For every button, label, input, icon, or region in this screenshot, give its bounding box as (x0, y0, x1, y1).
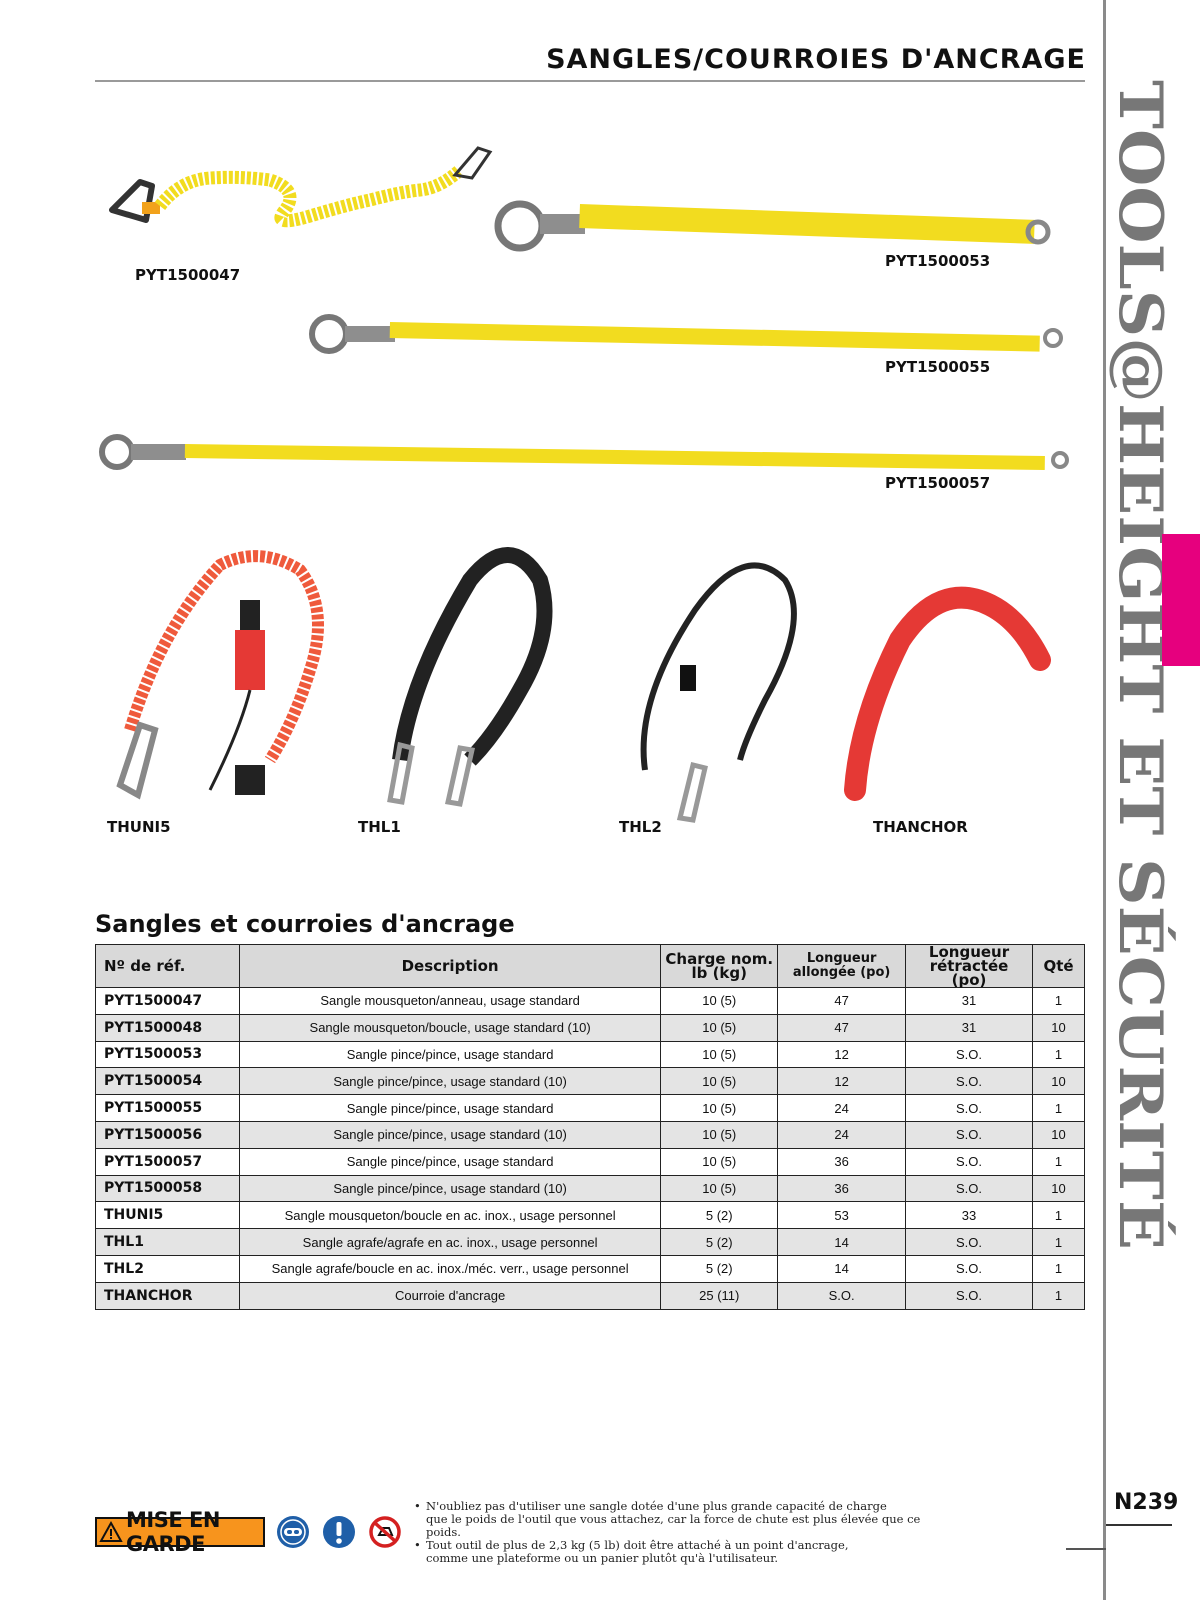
cell-description: Sangle pince/pince, usage standard (10) (239, 1121, 660, 1148)
cell-retractee: S.O. (906, 1282, 1033, 1309)
header-charge: Charge nom. lb (kg) (661, 945, 778, 988)
goggles-icon (276, 1515, 310, 1549)
table-row (96, 1255, 1085, 1282)
cell-qte: 10 (1032, 1014, 1084, 1041)
safety-notes (414, 1500, 934, 1565)
cell-description: Sangle pince/pince, usage standard (239, 1148, 660, 1175)
cell-retractee: 31 (906, 1014, 1033, 1041)
safety-note-2-line1: Tout outil de plus de 2,3 kg (5 lb) doit être attaché à un point d'ancrage, (426, 1538, 849, 1552)
cell-allongee: 47 (778, 1014, 906, 1041)
header-longueur-allongee: Longueur allongée (po) (778, 945, 906, 988)
table-row (96, 1282, 1085, 1309)
cell-description: Sangle agrafe/boucle en ac. inox./méc. verr., usage personnel (239, 1255, 660, 1282)
vertical-section-title-text: TOOLS@HEIGHT ET SÉCURITÉ (1105, 80, 1175, 1148)
cell-description: Sangle pince/pince, usage standard (239, 1041, 660, 1068)
cell-retractee: S.O. (906, 1041, 1033, 1068)
cell-qte: 10 (1032, 1068, 1084, 1095)
product-image-thl1 (370, 540, 570, 810)
cell-qte: 1 (1032, 1255, 1084, 1282)
cell-ref: PYT1500056 (96, 1121, 240, 1148)
cell-ref: THANCHOR (96, 1282, 240, 1309)
product-image-thl2 (625, 550, 825, 820)
product-label-thuni5: THUNI5 (107, 818, 171, 836)
cell-retractee: 33 (906, 1202, 1033, 1229)
header-divider (95, 80, 1085, 82)
cell-retractee: S.O. (906, 1175, 1033, 1202)
safety-note-1-line1: N'oubliez pas d'utiliser une sangle dotée d'une plus grande capacité de charge (426, 1499, 887, 1513)
cell-qte: 1 (1032, 1041, 1084, 1068)
cell-allongee: 24 (778, 1121, 906, 1148)
cell-ref: THL2 (96, 1255, 240, 1282)
product-image-pyt1500055 (305, 308, 1075, 358)
product-label-thanchor: THANCHOR (873, 818, 968, 836)
table-title: Sangles et courroies d'ancrage (95, 910, 515, 938)
table-row (96, 1202, 1085, 1229)
table-row (96, 1014, 1085, 1041)
cell-allongee: 12 (778, 1068, 906, 1095)
cell-retractee: S.O. (906, 1148, 1033, 1175)
cell-retractee: S.O. (906, 1229, 1033, 1256)
page-number-rule (1106, 1524, 1172, 1526)
cell-charge: 5 (2) (661, 1255, 778, 1282)
cell-ref: PYT1500047 (96, 988, 240, 1015)
cell-charge: 10 (5) (661, 1041, 778, 1068)
product-image-pyt1500057 (95, 430, 1080, 475)
cell-charge: 10 (5) (661, 1175, 778, 1202)
product-label-pyt1500057: PYT1500057 (885, 474, 991, 492)
cell-description: Sangle pince/pince, usage standard (10) (239, 1068, 660, 1095)
cell-allongee: 14 (778, 1255, 906, 1282)
safety-note-2 (414, 1539, 934, 1565)
cell-qte: 1 (1032, 988, 1084, 1015)
warning-label: MISE EN GARDE (126, 1508, 220, 1556)
table-row (96, 1041, 1085, 1068)
section-color-tab (1162, 534, 1200, 666)
page-title: SANGLES/COURROIES D'ANCRAGE (546, 44, 1086, 75)
cell-description: Sangle pince/pince, usage standard (239, 1095, 660, 1122)
header-ref: Nº de réf. (96, 945, 240, 988)
cell-qte: 10 (1032, 1175, 1084, 1202)
cell-charge: 25 (11) (661, 1282, 778, 1309)
exclamation-icon (322, 1515, 356, 1549)
cell-allongee: 24 (778, 1095, 906, 1122)
cell-qte: 1 (1032, 1282, 1084, 1309)
cell-retractee: 31 (906, 988, 1033, 1015)
cell-charge: 10 (5) (661, 1121, 778, 1148)
header-description: Description (239, 945, 660, 988)
cell-charge: 10 (5) (661, 1148, 778, 1175)
cell-allongee: 47 (778, 988, 906, 1015)
table-row (96, 1095, 1085, 1122)
cell-description: Sangle pince/pince, usage standard (10) (239, 1175, 660, 1202)
safety-note-1 (414, 1500, 934, 1539)
cell-retractee: S.O. (906, 1121, 1033, 1148)
cell-ref: PYT1500054 (96, 1068, 240, 1095)
cell-allongee: S.O. (778, 1282, 906, 1309)
product-label-pyt1500053: PYT1500053 (885, 252, 991, 270)
cell-qte: 1 (1032, 1148, 1084, 1175)
cell-ref: THUNI5 (96, 1202, 240, 1229)
product-image-pyt1500047 (100, 140, 500, 240)
product-image-pyt1500053 (490, 190, 1060, 260)
header-longueur-retractee: Longueur rétractée (po) (906, 945, 1033, 988)
table-header-row (96, 945, 1085, 988)
header-qte: Qté (1032, 945, 1084, 988)
vertical-section-title (1105, 80, 1175, 1260)
table-row (96, 1148, 1085, 1175)
cell-qte: 10 (1032, 1121, 1084, 1148)
cell-charge: 10 (5) (661, 988, 778, 1015)
cell-charge: 10 (5) (661, 1068, 778, 1095)
product-image-thanchor (840, 590, 1050, 810)
table-row (96, 1175, 1085, 1202)
cell-allongee: 12 (778, 1041, 906, 1068)
cell-allongee: 53 (778, 1202, 906, 1229)
footer-rule (1066, 1548, 1106, 1550)
warning-triangle-icon (100, 1522, 122, 1542)
spec-table (95, 944, 1085, 1310)
cell-retractee: S.O. (906, 1095, 1033, 1122)
cell-qte: 1 (1032, 1202, 1084, 1229)
cell-qte: 1 (1032, 1095, 1084, 1122)
cell-charge: 5 (2) (661, 1229, 778, 1256)
warning-badge (95, 1508, 265, 1556)
cell-description: Sangle mousqueton/anneau, usage standard (239, 988, 660, 1015)
cell-description: Sangle mousqueton/boucle, usage standard (10) (239, 1014, 660, 1041)
cell-ref: PYT1500048 (96, 1014, 240, 1041)
cell-qte: 1 (1032, 1229, 1084, 1256)
cell-description: Courroie d'ancrage (239, 1282, 660, 1309)
no-phone-icon (368, 1515, 402, 1549)
table-row (96, 988, 1085, 1015)
cell-allongee: 36 (778, 1175, 906, 1202)
cell-ref: PYT1500057 (96, 1148, 240, 1175)
cell-charge: 10 (5) (661, 1095, 778, 1122)
product-label-pyt1500047: PYT1500047 (135, 266, 241, 284)
cell-allongee: 36 (778, 1148, 906, 1175)
safety-note-2-line2: comme une plateforme ou un panier plutôt qu'à l'utilisateur. (426, 1551, 779, 1565)
cell-charge: 5 (2) (661, 1202, 778, 1229)
cell-retractee: S.O. (906, 1068, 1033, 1095)
product-label-thl1: THL1 (358, 818, 401, 836)
product-label-pyt1500055: PYT1500055 (885, 358, 991, 376)
cell-description: Sangle agrafe/agrafe en ac. inox., usage personnel (239, 1229, 660, 1256)
table-row (96, 1121, 1085, 1148)
cell-retractee: S.O. (906, 1255, 1033, 1282)
product-label-thl2: THL2 (619, 818, 662, 836)
cell-ref: THL1 (96, 1229, 240, 1256)
table-row (96, 1068, 1085, 1095)
table-row (96, 1229, 1085, 1256)
cell-description: Sangle mousqueton/boucle en ac. inox., usage personnel (239, 1202, 660, 1229)
cell-charge: 10 (5) (661, 1014, 778, 1041)
safety-note-1-line2: que le poids de l'outil que vous attachez, car la force de chute est plus élevée que ce poids. (426, 1512, 921, 1539)
cell-allongee: 14 (778, 1229, 906, 1256)
cell-ref: PYT1500053 (96, 1041, 240, 1068)
cell-ref: PYT1500055 (96, 1095, 240, 1122)
page-number: N239 (1114, 1490, 1179, 1515)
cell-ref: PYT1500058 (96, 1175, 240, 1202)
product-image-thuni5 (100, 550, 340, 810)
